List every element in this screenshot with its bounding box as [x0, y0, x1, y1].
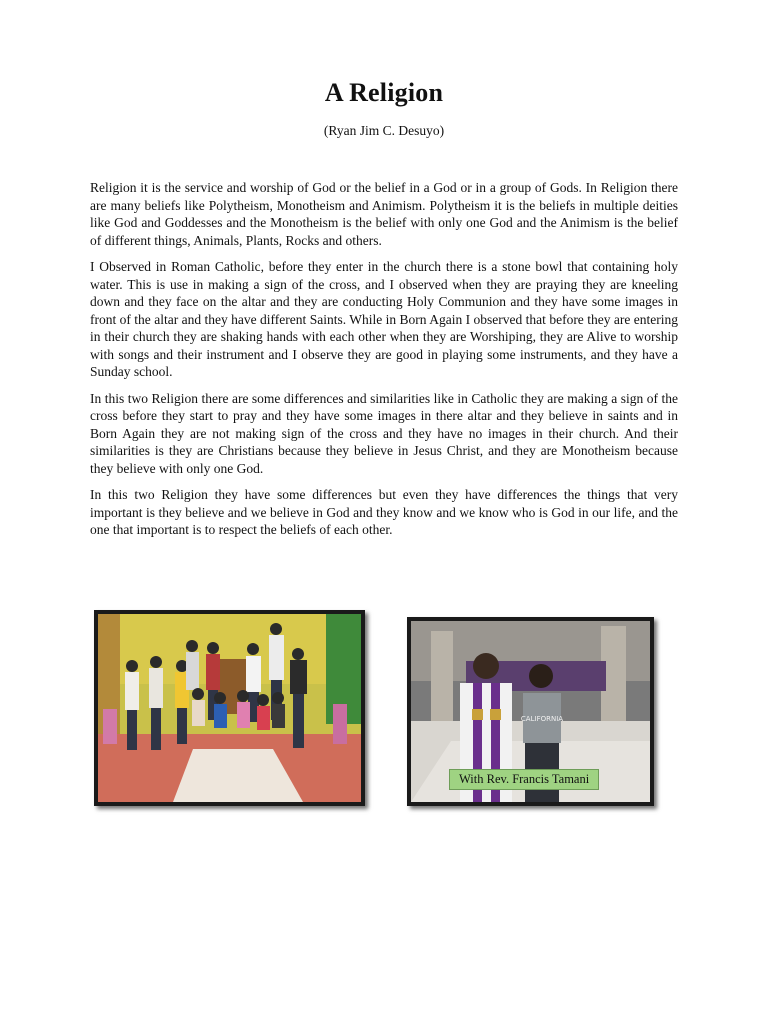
shirt-print-text: CALIFORNIA	[520, 715, 564, 723]
paragraph: In this two Religion they have some differences but even they have differences the things that very important is they believe and we believe in God and they know and we know who is God in our life, and the one that important is to respect the beliefs of each other.	[90, 487, 678, 537]
photo-caption: With Rev. Francis Tamani	[449, 769, 599, 790]
document-title: A Religion	[324, 78, 444, 107]
paragraph: I Observed in Roman Catholic, before they enter in the church there is a stone bowl that containing holy water. This is use in making a sign of the cross, and I observed when they are praying they are kneeling down and they face on the altar and they are conducting Holy Communion and they have some images in front of the altar and they have different Saints. While in Born Again I observed that before they are entering in their church they are shaking hands with each other when they are Worshiping, they are Alive to worship with songs and their instrument and I observe they are good in playing some instruments, and they have a Sunday school.	[90, 259, 678, 379]
document-author: (Ryan Jim C. Desuyo)	[323, 123, 445, 138]
priest-photo	[407, 617, 654, 806]
paragraph: Religion it is the service and worship of God or the belief in a God or in a group of Gods. In Religion there are many beliefs like Polytheism, Monotheism and Animism. Polytheism it is the beliefs in multiple deities like God and Goddesses and the Monotheism is the belief with only one God and the Animism is the belief of different things, Animals, Plants, Rocks and others.	[90, 180, 678, 248]
document-body	[90, 179, 678, 548]
paragraph: In this two Religion there are some differences and similarities like in Catholic they are making a sign of the cross before they start to pray and they have some images in there altar and they believe in saints and in Born Again they are not making sign of the cross and they have no images in their church. And their similarities is they are Christians because they believe in Jesus Christ, and they are Monotheism because they believe with only one God.	[90, 390, 678, 476]
group-photo-image	[98, 614, 361, 802]
group-photo	[94, 610, 365, 806]
